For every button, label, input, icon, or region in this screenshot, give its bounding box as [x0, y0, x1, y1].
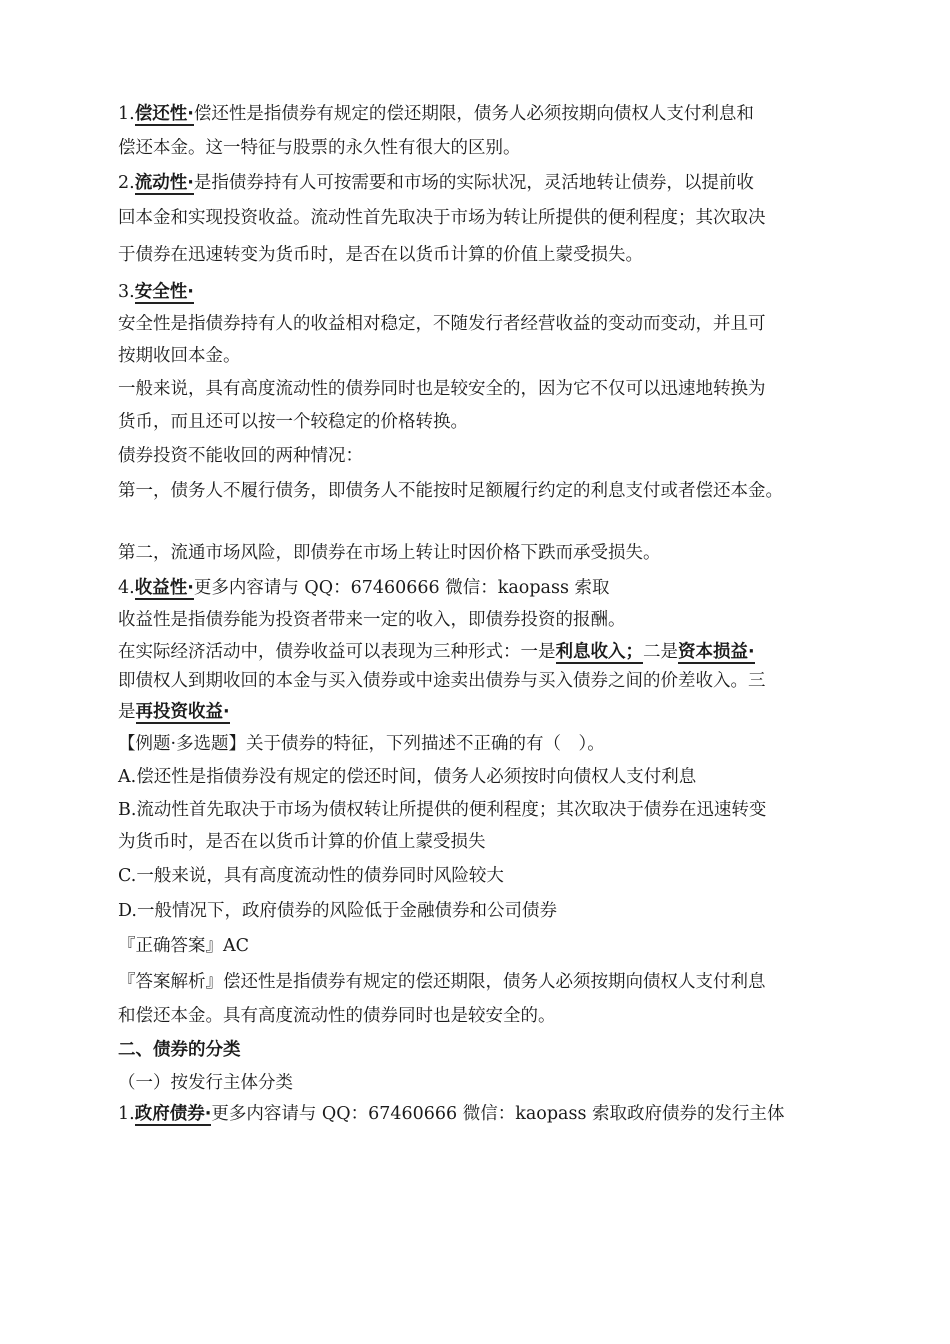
key-term: 偿还性·	[134, 104, 194, 124]
text-line	[118, 170, 754, 196]
line-text: D.一般情况下，政府债券的风险低于金融债券和公司债券	[118, 901, 557, 921]
line-text: 一般来说，具有高度流动性的债券同时也是较安全的，因为它不仅可以迅速地转换为	[118, 379, 766, 399]
line-text: 债券投资不能收回的两种情况：	[118, 446, 363, 466]
text-line	[118, 699, 230, 725]
key-term: 政府债券·	[134, 1104, 212, 1124]
line-text: 回本金和实现投资收益。流动性首先取决于市场为转让所提供的便利程度；其次取决	[118, 208, 766, 228]
line-text: 第一，债务人不履行债务，即债务人不能按时足额履行约定的利息支付或者偿还本金。	[118, 481, 783, 501]
line-text: 第二，流通市场风险，即债券在市场上转让时因价格下跌而承受损失。	[118, 543, 661, 563]
line-text: 2.	[118, 173, 135, 193]
text-line	[118, 409, 468, 435]
line-text: 更多内容请与 QQ：67460666 微信：kaopass 索取	[193, 578, 610, 598]
section-heading: 二、债券的分类	[118, 1040, 241, 1060]
line-text: 1.	[118, 104, 135, 124]
text-line	[118, 607, 626, 633]
text-line	[118, 279, 194, 305]
text-line	[118, 1037, 241, 1063]
text-line	[118, 1070, 293, 1096]
text-line	[118, 242, 643, 268]
key-term: 再投资收益·	[135, 702, 230, 722]
text-line	[118, 101, 754, 127]
line-text: 在实际经济活动中，债券收益可以表现为三种形式：一是	[118, 642, 556, 662]
line-text: A.偿还性是指债券没有规定的偿还时间，债务人必须按时向债权人支付利息	[118, 767, 697, 787]
text-line	[118, 797, 766, 823]
text-line	[118, 205, 766, 231]
key-term: 利息收入；	[555, 642, 643, 662]
text-line	[118, 639, 755, 665]
key-term: 收益性·	[134, 578, 194, 598]
line-text: （一）按发行主体分类	[118, 1073, 293, 1093]
text-line	[118, 731, 605, 757]
text-line	[118, 764, 696, 790]
text-line	[118, 376, 766, 402]
line-text: 二是	[643, 642, 678, 662]
line-text: 3.	[118, 282, 135, 302]
text-line	[118, 575, 609, 601]
line-text: 更多内容请与 QQ：67460666 微信：kaopass 索取政府债券的发行主体	[211, 1104, 785, 1124]
text-line	[118, 478, 783, 504]
line-text: 是	[118, 702, 136, 722]
text-line	[118, 311, 766, 337]
line-text: 『正确答案』AC	[118, 936, 250, 956]
line-text: C.一般来说，具有高度流动性的债券同时风险较大	[118, 866, 504, 886]
text-line	[118, 343, 241, 369]
line-text: 于债券在迅速转变为货币时，是否在以货币计算的价值上蒙受损失。	[118, 245, 643, 265]
line-text: 偿还性是指债券有规定的偿还期限，债务人必须按期向债权人支付利息和	[193, 104, 754, 124]
text-line	[118, 1101, 784, 1127]
text-line	[118, 863, 504, 889]
line-text: 1.	[118, 1104, 135, 1124]
line-text: 偿还本金。这一特征与股票的永久性有很大的区别。	[118, 138, 521, 158]
line-text: 和偿还本金。具有高度流动性的债券同时也是较安全的。	[118, 1006, 556, 1026]
text-line	[118, 135, 521, 161]
line-text: 为货币时，是否在以货币计算的价值上蒙受损失	[118, 832, 486, 852]
text-line	[118, 443, 363, 469]
text-line	[118, 898, 557, 924]
key-term: 安全性·	[134, 282, 194, 302]
line-text: 按期收回本金。	[118, 346, 241, 366]
key-term: 资本损益·	[678, 642, 755, 662]
line-text: 4.	[118, 578, 135, 598]
line-text: 收益性是指债券能为投资者带来一定的收入，即债券投资的报酬。	[118, 610, 626, 630]
line-text: 是指债券持有人可按需要和市场的实际状况，灵活地转让债券，以提前收	[193, 173, 754, 193]
text-line	[118, 1003, 556, 1029]
text-line	[118, 969, 766, 995]
text-line	[118, 540, 661, 566]
line-text: 货币，而且还可以按一个较稳定的价格转换。	[118, 412, 468, 432]
text-line	[118, 668, 766, 694]
text-line	[118, 933, 249, 959]
line-text: 安全性是指债券持有人的收益相对稳定，不随发行者经营收益的变动而变动，并且可	[118, 314, 766, 334]
line-text: 即债权人到期收回的本金与买入债券或中途卖出债券与买入债券之间的价差收入。三	[118, 671, 766, 691]
line-text: B.流动性首先取决于市场为债权转让所提供的便利程度；其次取决于债券在迅速转变	[118, 800, 767, 820]
key-term: 流动性·	[134, 173, 194, 193]
text-line	[118, 829, 486, 855]
line-text: 『答案解析』偿还性是指债券有规定的偿还期限，债务人必须按期向债权人支付利息	[118, 972, 766, 992]
line-text: 【例题·多选题】关于债券的特征，下列描述不正确的有（ ）。	[118, 734, 605, 754]
